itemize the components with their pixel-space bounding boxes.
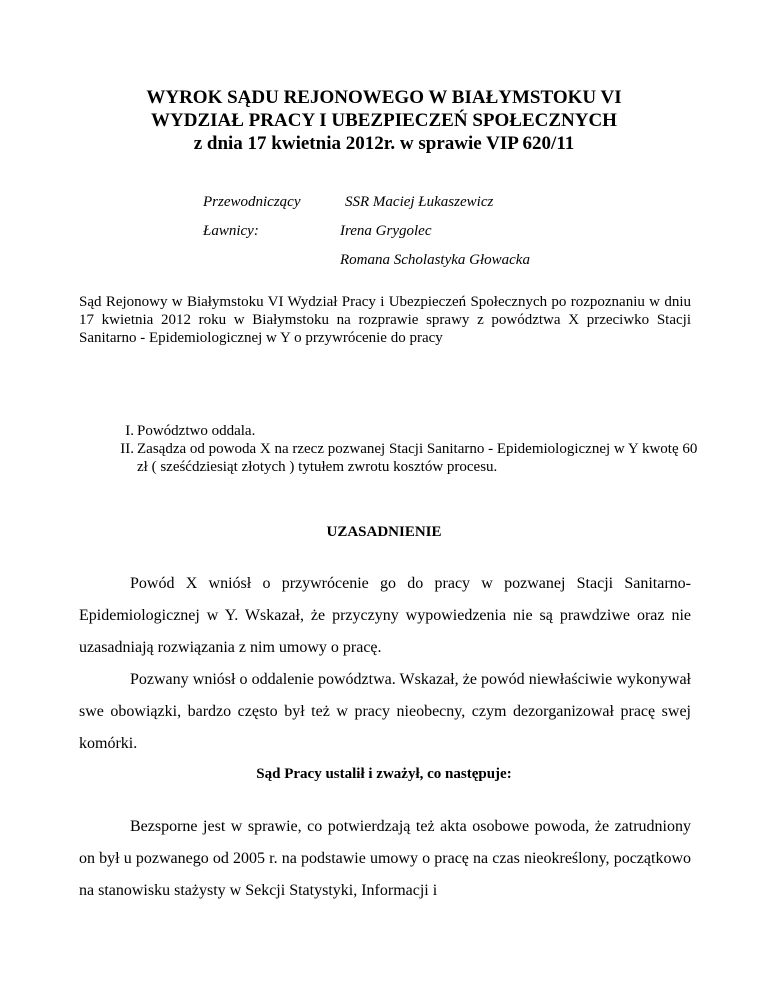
title-line-2: WYDZIAŁ PRACY I UBEZPIECZEŃ SPOŁECZNYCH — [151, 110, 617, 131]
verdict-text: Zasądza od powoda X na rzecz pozwanej Stacji Sanitarno - Epidemiologicznej w Y kwotę 60 zł ( sześćdziesiąt złotych ) tytułem zwrotu kosztów procesu. — [137, 441, 698, 475]
chair-name: SSR Maciej Łukaszewicz — [345, 194, 494, 210]
verdict-number: II. — [120, 441, 134, 457]
justification-paragraph-1: Powód X wniósł o przywrócenie go do pracy w pozwanej Stacji Sanitarno-Epidemiologicznej w Y. Wskazał, że przyczyny wypowiedzenia nie są prawdziwe oraz nie uzasadniają rozwiązania z nim umowy o pracę. — [79, 575, 691, 656]
lay-judge-2: Romana Scholastyka Głowacka — [340, 252, 530, 268]
lay-judge-1: Irena Grygolec — [340, 223, 432, 239]
verdict-item — [106, 440, 706, 476]
chair-label: Przewodniczący — [203, 194, 301, 210]
findings-paragraph: Bezsporne jest w sprawie, co potwierdzają też akta osobowe powoda, że zatrudniony on był u pozwanego od 2005 r. na podstawie umowy o pracę na czas nieokreślony, początkowo na stanowisku stażysty w Sekcji Statystyki, Informacji i — [79, 818, 691, 899]
lay-judges-label: Ławnicy: — [203, 223, 259, 239]
intro-paragraph: Sąd Rejonowy w Białymstoku VI Wydział Pracy i Ubezpieczeń Społecznych po rozpoznaniu w dniu 17 kwietnia 2012 roku w Białymstoku na rozprawie sprawy z powództwa X przeciwko Stacji Sanitarno - Epidemiologicznej w Y o przywrócenie do pracy — [79, 294, 691, 346]
verdict-text: Powództwo oddala. — [137, 423, 256, 439]
title-line-3: z dnia 17 kwietnia 2012r. w sprawie VIP 620/11 — [193, 133, 575, 154]
findings-heading: Sąd Pracy ustalił i zważył, co następuje: — [256, 766, 512, 782]
verdict-item — [106, 422, 706, 440]
justification-heading: UZASADNIENIE — [326, 524, 442, 540]
judgment-title — [0, 86, 768, 155]
verdict-number: I. — [125, 423, 134, 439]
verdict-list — [106, 422, 706, 476]
justification-paragraph-2: Pozwany wniósł o oddalenie powództwa. Wskazał, że powód niewłaściwie wykonywał swe obowiązki, bardzo często był też w pracy nieobecny, czym dezorganizował pracę swej komórki. — [79, 671, 691, 752]
title-line-1: WYROK SĄDU REJONOWEGO W BIAŁYMSTOKU VI — [146, 87, 622, 108]
